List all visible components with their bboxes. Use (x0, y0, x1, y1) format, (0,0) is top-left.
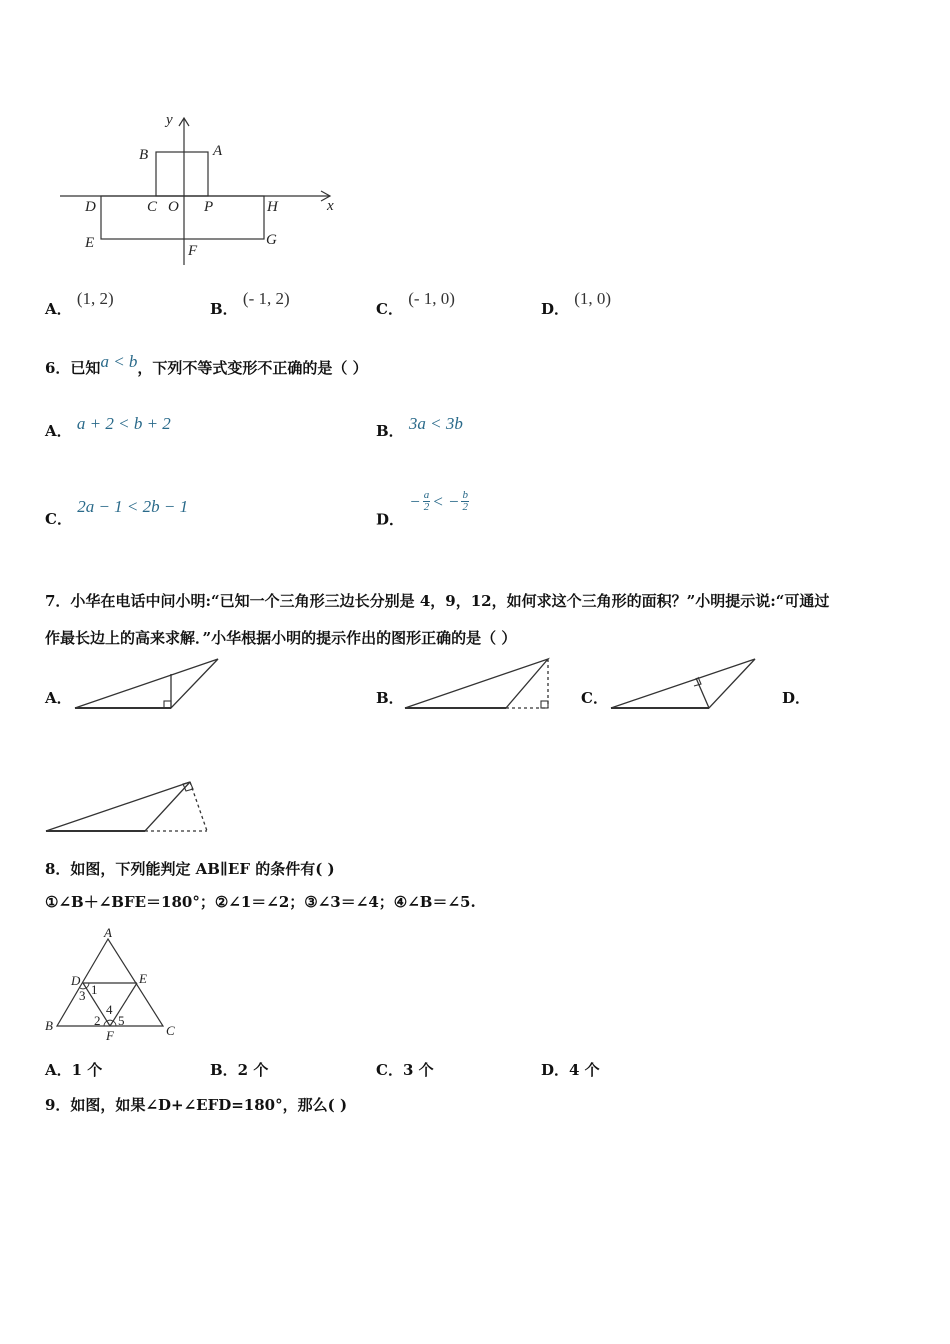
fig8-angle-2: 2 (94, 1013, 101, 1028)
fig5-label-H: H (267, 199, 278, 215)
fig5-label-P: P (204, 199, 214, 215)
question-7-line-1: 7．小华在电话中问小明:“已知一个三角形三边长分别是 4，9，12，如何求这个三角形的面积？”小明提示说:“可通过 (45, 592, 830, 610)
fig8-label-C: C (166, 1023, 175, 1038)
coordinate-figure (55, 110, 355, 275)
fig8-angle-5: 5 (118, 1013, 125, 1028)
q5-option-c[interactable]: C． (- 1, 0) (376, 289, 455, 318)
q6-option-a[interactable]: A． a + 2 < b + 2 (45, 414, 171, 440)
fig5-label-G: G (266, 232, 277, 248)
question-9: 9．如图，如果∠D+∠EFD=180°，那么( ) (45, 1096, 348, 1114)
q8-option-d[interactable]: D．4 个 (541, 1061, 600, 1079)
fig8-angle-4: 4 (106, 1002, 113, 1017)
fig8-label-F: F (106, 1028, 114, 1043)
q7-option-b-figure[interactable] (403, 655, 553, 713)
q7-option-c-label[interactable]: C． (581, 689, 608, 707)
q7-option-a-figure[interactable] (73, 655, 223, 713)
q8-option-b[interactable]: B．2 个 (210, 1061, 269, 1079)
q7-option-d-figure[interactable] (44, 778, 214, 836)
q7-option-a-label[interactable]: A． (45, 689, 72, 707)
q7-option-d-label[interactable]: D． (782, 689, 811, 707)
q8-option-c[interactable]: C．3 个 (376, 1061, 434, 1079)
fig8-angle-3: 3 (79, 988, 86, 1003)
question-8-line-1: 8．如图，下列能判定 AB∥EF 的条件有( ) (45, 860, 335, 878)
q6-option-d[interactable]: D． − $\frac{a}{2}$ < − $\frac{b}{2}$ (376, 489, 468, 529)
fig8-angle-1: 1 (91, 982, 98, 997)
fig8-label-D: D (71, 973, 81, 988)
fig5-y-label: y (166, 112, 173, 128)
q6-option-d-expression: − $\frac{a}{2}$ < − $\frac{b}{2}$ (409, 489, 468, 513)
triangle-figure (42, 925, 187, 1045)
fig8-label-B: B (45, 1018, 53, 1033)
q7-option-c-figure[interactable] (609, 655, 759, 713)
fig5-label-F: F (188, 243, 198, 259)
fig5-label-O: O (168, 199, 179, 215)
fig5-label-D: D (85, 199, 96, 215)
q6-option-b[interactable]: B． 3a < 3b (376, 414, 463, 440)
fig5-label-E: E (85, 235, 95, 251)
question-8-line-2: ①∠B＋∠BFE＝180°；②∠1＝∠2；③∠3＝∠4；④∠B＝∠5. (45, 893, 476, 911)
question-6: 6．已知a < b，下列不等式变形不正确的是（ ） (45, 352, 368, 377)
q7-option-b-label[interactable]: B． (376, 689, 404, 707)
fig5-label-B: B (139, 147, 149, 163)
q5-option-a[interactable]: A． (1, 2) (45, 289, 114, 318)
q6-option-c[interactable]: C． 2a − 1 < 2b − 1 (45, 497, 189, 528)
q8-option-a[interactable]: A．1 个 (45, 1061, 103, 1079)
fig8-label-E: E (139, 971, 147, 986)
fig5-label-C: C (147, 199, 158, 215)
q5-option-d[interactable]: D． (1, 0) (541, 289, 612, 318)
fig5-x-label: x (327, 198, 334, 214)
q5-option-b[interactable]: B． (- 1, 2) (210, 289, 290, 318)
fig8-label-A: A (104, 925, 112, 940)
question-7-line-2: 作最长边上的高来求解．”小华根据小明的提示作出的图形正确的是（ ） (45, 629, 517, 647)
fig5-label-A: A (213, 143, 223, 159)
